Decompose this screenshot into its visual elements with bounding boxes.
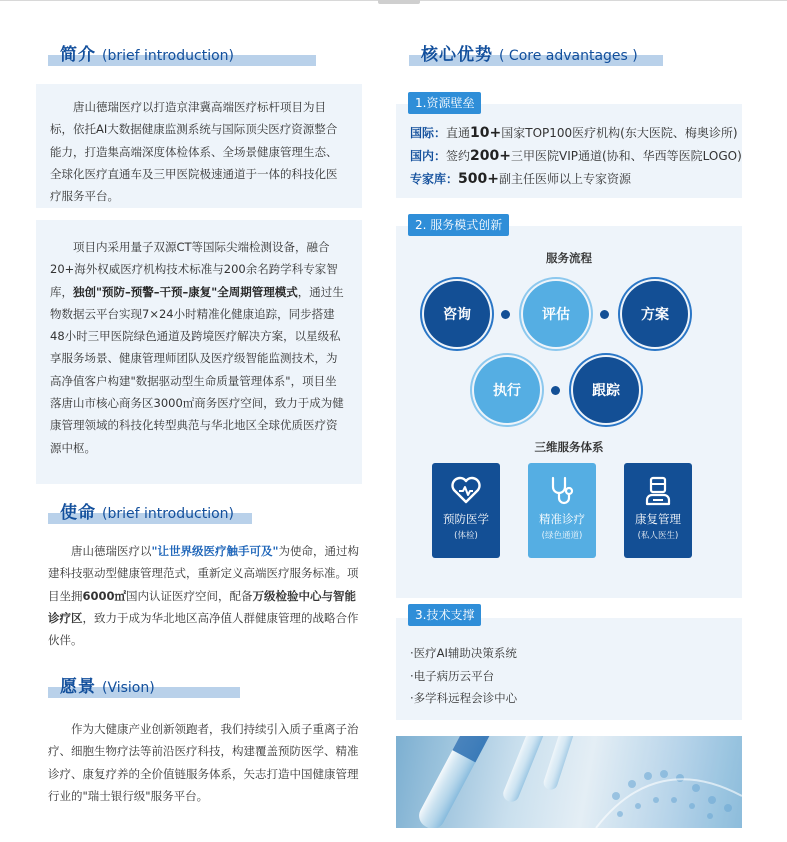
service-box-rehab	[624, 463, 692, 558]
mission-bold: 万级检验中心与智能诊疗区	[48, 588, 357, 625]
mission-area: 6000㎡	[82, 588, 127, 603]
vision-title-cn: 愿景	[60, 677, 96, 697]
mission-text-b: 为使命，通过构建科技驱动型健康管理范式，重新定义高端医疗服务标准。项目坐拥	[48, 544, 359, 603]
resource-line2-text: 三甲医院VIP通道(协和、华西等医院LOGO)	[511, 149, 742, 163]
intro-p2-bold: 独创"预防–预警–干预–康复"全周期管理模式	[73, 284, 298, 299]
resource-line-experts	[410, 170, 631, 187]
intro-p2-text-a: 项目内采用量子双源CT等国际尖端检测设备，融合20+海外权威医疗机构技术标准与200余名跨学科专家智库，	[50, 240, 338, 299]
doctor-icon	[642, 475, 674, 507]
resource-line-international	[410, 124, 738, 141]
intro-title-cn: 简介	[60, 45, 96, 65]
flow-step-track: 跟踪	[573, 357, 639, 423]
mission-paragraph	[48, 540, 360, 651]
mission-highlight: "让世界级医疗触手可及"	[151, 544, 279, 558]
flow-step-assess: 评估	[523, 281, 589, 347]
vision-title-en: (Vision)	[102, 680, 155, 696]
flow-dot-3	[551, 386, 560, 395]
service-box-rehab-sub: (私人医生)	[637, 531, 679, 541]
mission-text-c: 国内认证医疗空间，配备	[126, 588, 253, 603]
flow-dot-2	[600, 310, 609, 319]
service-box-rehab-label: 康复管理	[635, 512, 681, 526]
intro-card-2	[36, 220, 362, 484]
resource-line1-number: 10+	[470, 125, 502, 141]
service-box-diagnosis	[528, 463, 596, 558]
top-tab-marker	[378, 0, 420, 4]
resource-line-domestic	[410, 147, 742, 164]
service-system-title: 三维服务体系	[534, 440, 604, 454]
vision-title	[48, 676, 240, 698]
tech-item-emr: ·电子病历云平台	[410, 669, 495, 683]
intro-paragraph-2	[50, 236, 348, 459]
flow-dot-1	[501, 310, 510, 319]
intro-paragraph-1: 唐山德瑞医疗以打造京津冀高端医疗标杆项目为目标，依托AI大数据健康监测系统与国际顶尖医疗资源整合能力，打造集高端深度体检体系、全场景健康管理生态、全球化医疗直通车及三甲医院极速通道于一体的科技化医疗服务平台。	[50, 100, 338, 204]
tech-item-remote: ·多学科远程会诊中心	[410, 691, 518, 705]
mission-text-a: 唐山德瑞医疗以	[71, 544, 152, 558]
intro-title-en: (brief introduction)	[102, 48, 234, 64]
core-title-en: ( Core advantages )	[499, 48, 638, 64]
resource-line3-key: 专家库：	[410, 172, 459, 186]
mission-text-e: ，致力于成为华北地区高净值人群健康管理的战略合作伙伴。	[48, 610, 359, 648]
flow-step-consult: 咨询	[424, 281, 490, 347]
intro-title	[48, 44, 316, 66]
mission-title	[48, 502, 252, 524]
resource-line3-number: 500+	[458, 171, 499, 187]
lab-photo	[396, 736, 742, 828]
service-flow-title: 服务流程	[546, 251, 592, 265]
service-box-diagnosis-sub: (绿色通道)	[541, 531, 583, 541]
lab-photo-illustration	[396, 736, 742, 828]
mission-title-en: (brief introduction)	[102, 506, 234, 522]
service-box-prevention	[432, 463, 500, 558]
tech-tag: 3.技术支撑	[408, 604, 481, 626]
flow-step-plan: 方案	[622, 281, 688, 347]
resource-tag: 1.资源壁垒	[408, 92, 481, 114]
service-box-prevention-sub: (体检)	[454, 531, 478, 541]
resource-line1-key: 国际：	[410, 126, 447, 140]
tech-item-ai: ·医疗AI辅助决策系统	[410, 646, 517, 660]
resource-line2-prefix: 签约	[446, 149, 471, 163]
service-box-prevention-label: 预防医学	[443, 512, 489, 526]
resource-line1-prefix: 直通	[446, 126, 471, 140]
service-tag: 2. 服务模式创新	[408, 214, 509, 236]
stethoscope-icon	[546, 475, 578, 507]
resource-line1-text: 国家TOP100医疗机构(东大医院、梅奥诊所)	[501, 126, 738, 140]
vision-paragraph: 作为大健康产业创新领跑者，我们持续引入质子重离子治疗、细胞生物疗法等前沿医疗科技，构建覆盖预防医学、精准诊疗、康复疗养的全价值链服务体系，矢志打造中国健康管理行业的"瑞士银行级"服务平台。	[48, 722, 359, 803]
resource-line2-number: 200+	[470, 148, 511, 164]
mission-title-cn: 使命	[60, 503, 96, 523]
resource-line2-key: 国内：	[410, 149, 447, 163]
core-title	[409, 44, 663, 66]
core-title-cn: 核心优势	[421, 45, 493, 65]
heart-pulse-icon	[450, 475, 482, 505]
intro-p2-text-c: ，通过生物数据云平台实现7×24小时精准化健康追踪，同步搭建48小时三甲医院绿色通道及跨境医疗解决方案，以星级私享服务场景、健康管理师团队及医疗级智能监测技术，为高净值客户构建"数据驱动型生命质量管理体系"，项目坐落唐山市核心商务区3000㎡商务医疗空间，致力于成为健康管理领域的科技化转型典范与华北地区全球优质医疗资源中枢。	[50, 284, 344, 455]
flow-step-execute: 执行	[474, 357, 540, 423]
resource-line3-text: 副主任医师以上专家资源	[498, 172, 631, 186]
service-box-diagnosis-label: 精准诊疗	[539, 512, 585, 526]
intro-card-1	[36, 84, 362, 208]
